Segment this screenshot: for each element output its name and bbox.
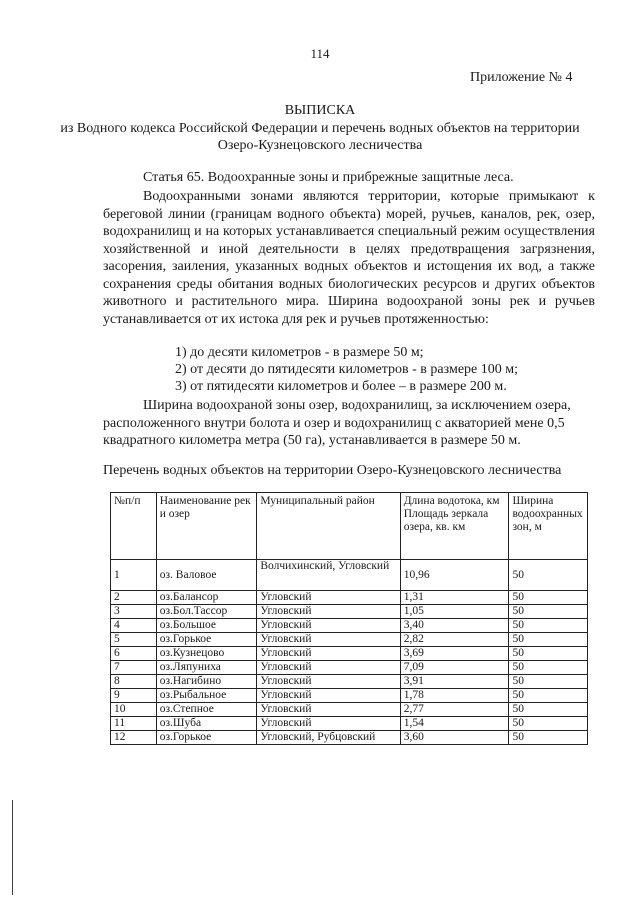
cell-width: 50 <box>509 605 588 619</box>
cell-name: оз.Бол.Тассор <box>156 605 257 619</box>
cell-district: Угловский <box>257 675 400 689</box>
cell-length: 10,96 <box>400 560 509 591</box>
cell-district: Угловский <box>257 619 400 633</box>
document-title: ВЫПИСКА <box>284 103 356 118</box>
cell-width: 50 <box>509 731 588 745</box>
cell-name: оз.Нагибино <box>156 675 257 689</box>
header-length: Длина водотока, км Площадь зеркала озера, кв. км <box>400 493 509 560</box>
table-row <box>111 661 588 675</box>
scan-margin-line <box>12 800 13 895</box>
table-row <box>111 675 588 689</box>
cell-num: 4 <box>111 619 157 633</box>
cell-length: 1,78 <box>400 689 509 703</box>
document-subtitle: из Водного кодекса Российской Федерации и перечень водных объектов на территории Озеро-Кузнецовского лесничества <box>60 121 580 153</box>
table-title: Перечень водных объектов на территории Озеро-Кузнецовского лесничества <box>103 463 562 478</box>
table-row <box>111 619 588 633</box>
cell-width: 50 <box>509 661 588 675</box>
table-row <box>111 689 588 703</box>
cell-length: 1,31 <box>400 591 509 605</box>
cell-name: оз. Валовое <box>156 560 257 591</box>
cell-length: 1,05 <box>400 605 509 619</box>
cell-name: оз.Шуба <box>156 717 257 731</box>
cell-name: оз.Горькое <box>156 633 257 647</box>
cell-length: 3,69 <box>400 647 509 661</box>
table-row <box>111 633 588 647</box>
table-row <box>111 560 588 591</box>
cell-name: оз.Кузнецово <box>156 647 257 661</box>
list-item: 2) от десяти до пятидесяти километров - в размере 100 м; <box>175 362 518 377</box>
cell-width: 50 <box>509 560 588 591</box>
table-row <box>111 647 588 661</box>
cell-length: 3,91 <box>400 675 509 689</box>
cell-length: 3,40 <box>400 619 509 633</box>
cell-length: 1,54 <box>400 717 509 731</box>
cell-width: 50 <box>509 717 588 731</box>
cell-num: 9 <box>111 689 157 703</box>
cell-length: 2,77 <box>400 703 509 717</box>
header-district: Муниципальный район <box>257 493 400 560</box>
cell-district: Угловский, Рубцовский <box>257 731 400 745</box>
table-row <box>111 731 588 745</box>
cell-length: 2,82 <box>400 633 509 647</box>
cell-name: оз.Большое <box>156 619 257 633</box>
list-item: 3) от пятидесяти километров и более – в размере 200 м. <box>175 379 507 394</box>
cell-num: 2 <box>111 591 157 605</box>
table-row <box>111 605 588 619</box>
cell-num: 6 <box>111 647 157 661</box>
table-row <box>111 703 588 717</box>
cell-width: 50 <box>509 689 588 703</box>
article-heading: Статья 65. Водоохранные зоны и прибрежные защитные леса. <box>143 170 514 185</box>
header-name: Наименование рек и озер <box>156 493 257 560</box>
cell-name: оз.Ляпуниха <box>156 661 257 675</box>
page-number: 114 <box>310 46 330 61</box>
cell-district: Угловский <box>257 689 400 703</box>
cell-district: Угловский <box>257 661 400 675</box>
cell-num: 7 <box>111 661 157 675</box>
cell-district: Угловский <box>257 647 400 661</box>
cell-num: 3 <box>111 605 157 619</box>
cell-length: 3,60 <box>400 731 509 745</box>
table-row <box>111 717 588 731</box>
water-objects-table <box>110 492 588 745</box>
cell-num: 8 <box>111 675 157 689</box>
cell-width: 50 <box>509 591 588 605</box>
cell-num: 11 <box>111 717 157 731</box>
list-item: 1) до десяти километров - в размере 50 м; <box>175 345 424 360</box>
cell-num: 5 <box>111 633 157 647</box>
cell-district: Угловский <box>257 605 400 619</box>
cell-width: 50 <box>509 647 588 661</box>
cell-name: оз.Горькое <box>156 731 257 745</box>
paragraph-water-zones: Водоохранными зонами являются территории, которые примыкают к береговой линии (границам водного объекта) морей, ручьев, каналов, рек, озер, водохранилищ и на которых устанавливается специальный режим осуществления хозяйственной и иной деятельности в целях предотвращения загрязнения, засорения, заиления, указанных водных объектов и истощения их вод, а также сохранения среды обитания водных биологических ресурсов и других объектов животного и растительного мира. Ширина водоохраной зоны рек и ручьев устанавливается от их истока для рек и ручьев протяженностью: <box>103 189 595 327</box>
table-header-row <box>111 493 588 560</box>
cell-length: 7,09 <box>400 661 509 675</box>
cell-district: Угловский <box>257 633 400 647</box>
cell-name: оз.Балансор <box>156 591 257 605</box>
cell-name: оз.Степное <box>156 703 257 717</box>
cell-width: 50 <box>509 633 588 647</box>
paragraph-lake-zones: Ширина водоохраной зоны озер, водохранилищ, за исключением озера, расположенного внутри болота и озер и водохранилищ с акваторией мене 0,5 квадратного километра метра (50 га), устанавливается в размере 50 м. <box>103 398 571 448</box>
cell-width: 50 <box>509 675 588 689</box>
cell-name: оз.Рыбальное <box>156 689 257 703</box>
cell-num: 1 <box>111 560 157 591</box>
cell-num: 10 <box>111 703 157 717</box>
cell-district: Волчихинский, Угловский <box>257 560 400 591</box>
table-row <box>111 591 588 605</box>
header-width: Ширина водоохранных зон, м <box>509 493 588 560</box>
header-num: №п/п <box>111 493 157 560</box>
cell-width: 50 <box>509 703 588 717</box>
appendix-label: Приложение № 4 <box>470 70 573 85</box>
cell-num: 12 <box>111 731 157 745</box>
cell-width: 50 <box>509 619 588 633</box>
cell-district: Угловский <box>257 703 400 717</box>
cell-district: Угловский <box>257 717 400 731</box>
cell-district: Угловский <box>257 591 400 605</box>
